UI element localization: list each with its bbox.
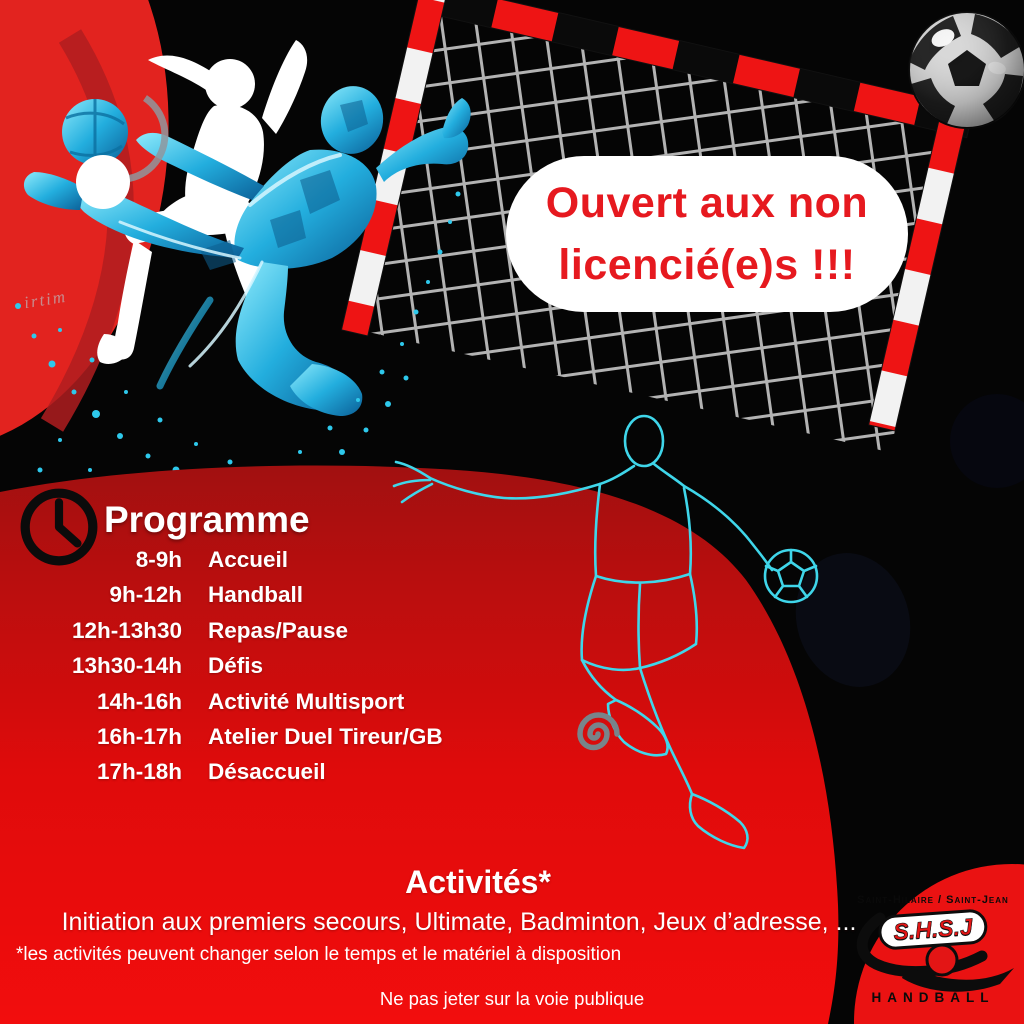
activities-note: *les activités peuvent changer selon le temps et le matériel à disposition <box>16 944 622 965</box>
schedule-activity: Accueil <box>208 547 289 572</box>
activities-list: Initiation aux premiers secours, Ultimate, Badminton, Jeux d’adresse, ... <box>61 908 857 936</box>
badge-line2: licencié(e)s !!! <box>558 241 856 289</box>
artist-watermark: irtim <box>22 286 69 313</box>
schedule-time: 12h-13h30 <box>71 617 182 643</box>
club-logo <box>842 854 1024 1024</box>
badge-line1: Ouvert aux non <box>545 179 869 227</box>
schedule-activity: Activité Multisport <box>208 688 405 714</box>
schedule-activity: Atelier Duel Tireur/GB <box>208 724 443 750</box>
schedule-time: 16h-17h <box>96 724 182 750</box>
schedule-time: 13h30-14h <box>71 653 182 679</box>
programme-title: Programme <box>104 499 310 540</box>
schedule-activity: Défis <box>208 653 264 679</box>
club-initials-badge: S.H.S.J <box>877 908 988 951</box>
schedule-activity: Handball <box>208 582 304 608</box>
footer-note: Ne pas jeter sur la voie publique <box>379 988 645 1009</box>
schedule-time: 14h-16h <box>96 688 182 714</box>
schedule-activity: Désaccueil <box>208 759 326 785</box>
club-region-label: Saint-Hilaire / Saint-Jean <box>857 894 1009 906</box>
dark-shadow-blobs <box>779 394 1024 702</box>
activities-title: Activités* <box>405 864 551 900</box>
club-sport-label: HANDBALL <box>871 990 995 1005</box>
logo-ball-icon <box>927 945 957 975</box>
programme-schedule <box>12 547 443 785</box>
soccer-ball-icon <box>909 12 1024 128</box>
open-badge <box>506 156 908 312</box>
schedule-activity: Repas/Pause <box>208 617 349 643</box>
white-circle <box>76 155 130 209</box>
schedule-time: 9h-12h <box>109 582 182 608</box>
schedule-time: 17h-18h <box>96 759 182 785</box>
schedule-time: 8-9h <box>135 547 182 572</box>
